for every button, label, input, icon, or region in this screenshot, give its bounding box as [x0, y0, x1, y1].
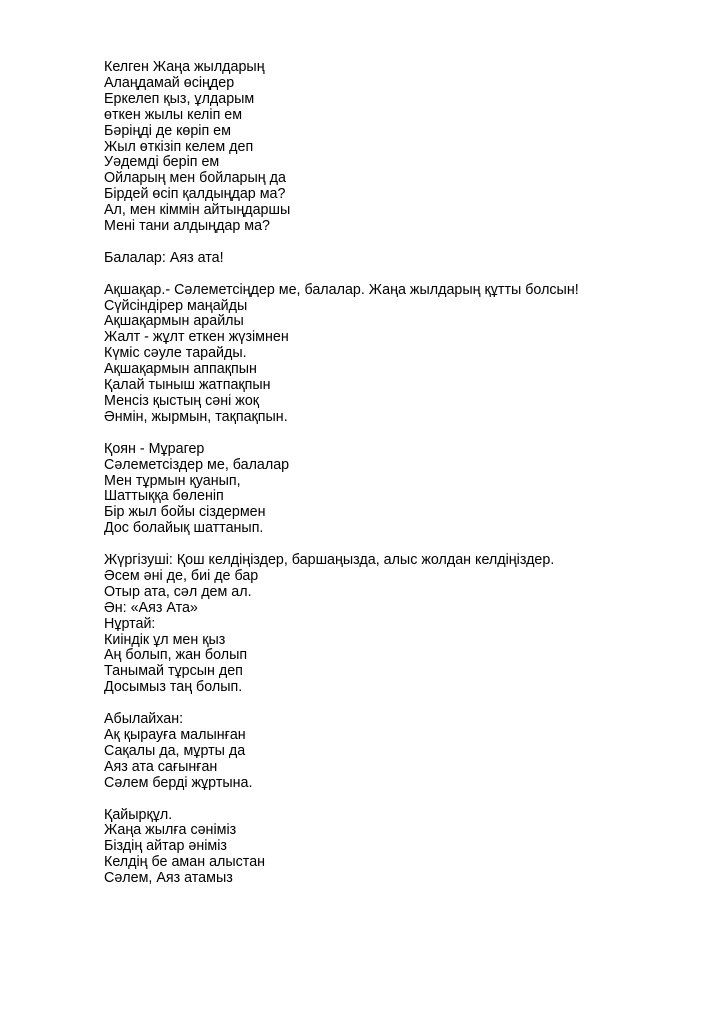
text-line: Жаңа жылға сәніміз [104, 822, 237, 839]
text-line: Нұртай: [104, 615, 156, 632]
text-line: Еркелеп қыз, ұлдарым [104, 90, 255, 107]
text-line: Бір жыл бойы сіздермен [104, 504, 266, 521]
text-line: Отыр ата, сәл дем ал. [104, 583, 252, 600]
stanza [104, 251, 704, 267]
stanza [104, 553, 704, 696]
stanza [104, 808, 704, 888]
text-line: Ақшақар.- Сәлеметсіңдер ме, балалар. Жаңа жылдарың құтты болсын! [104, 281, 579, 298]
text-line: Дос болайық шаттанып. [104, 520, 264, 537]
text-line: Аң болып, жан болып [104, 647, 248, 664]
text-line: Сақалы да, мұрты да [104, 742, 246, 759]
text-line: Жүргізуші: Қош келдіңіздер, баршаңызда, алыс жолдан келдіңіздер. [104, 552, 555, 569]
text-line: Балалар: Аяз ата! [104, 249, 224, 266]
text-line: Келген Жаңа жылдарың [104, 59, 265, 75]
text-line: Уәдемді беріп ем [104, 154, 220, 171]
text-line: Абылайхан: [104, 711, 184, 728]
text-line: Ақшақармын аппақпын [104, 361, 257, 378]
stanza [104, 712, 704, 792]
text-line: Досымыз таң болып. [104, 679, 243, 696]
text-line: Ән: «Аяз Ата» [104, 599, 198, 616]
text-line: Әнмін, жырмын, тақпақпын. [104, 408, 288, 425]
text-line: Біздің айтар әніміз [104, 838, 227, 855]
text-line: Ақ қырауға малынған [104, 726, 246, 743]
text-line: Күміс сәуле тарайды. [104, 345, 247, 362]
text-line: Сәлем, Аяз атамыз [104, 870, 233, 887]
text-line: Ал, мен кіммін айтыңдаршы [104, 202, 291, 219]
text-line: Шаттыққа бөленіп [104, 488, 224, 505]
stanza [104, 283, 704, 426]
text-line: Қайырқұл. [104, 806, 173, 823]
text-line: Ойларың мен бойларың да [104, 170, 286, 187]
text-line: Сәлем берді жұртына. [104, 774, 253, 791]
text-line: Сүйсіндірер маңайды [104, 297, 248, 314]
text-line: Жалт - жұлт еткен жүзімнен [104, 329, 289, 346]
text-line: Қоян - Мұрагер [104, 440, 205, 457]
stanza [104, 60, 704, 235]
text-line: Бірдей өсіп қалдыңдар ма? [104, 186, 286, 203]
stanza [104, 442, 704, 537]
text-line: Мен тұрмын қуанып, [104, 472, 241, 489]
document-page [104, 60, 704, 903]
text-line: Киіндік ұл мен қыз [104, 631, 226, 648]
text-line: Қалай тыныш жатпақпын [104, 377, 271, 394]
text-line: Бәріңді де көріп ем [104, 122, 231, 139]
text-line: Келдің бе аман алыстан [104, 854, 266, 871]
text-line: Алаңдамай өсіңдер [104, 74, 235, 91]
text-line: Мені тани алдыңдар ма? [104, 218, 271, 235]
text-line: өткен жылы келіп ем [104, 106, 243, 123]
text-line: Танымай тұрсын деп [104, 663, 243, 680]
text-line: Жыл өткізіп келем деп [104, 138, 254, 155]
text-line: Әсем әні де, биі де бар [104, 567, 259, 584]
text-line: Менсіз қыстың сәні жоқ [104, 393, 260, 409]
text-line: Сәлеметсіздер ме, балалар [104, 456, 290, 473]
text-line: Аяз ата сағынған [104, 758, 218, 775]
text-line: Ақшақармын арайлы [104, 313, 244, 330]
